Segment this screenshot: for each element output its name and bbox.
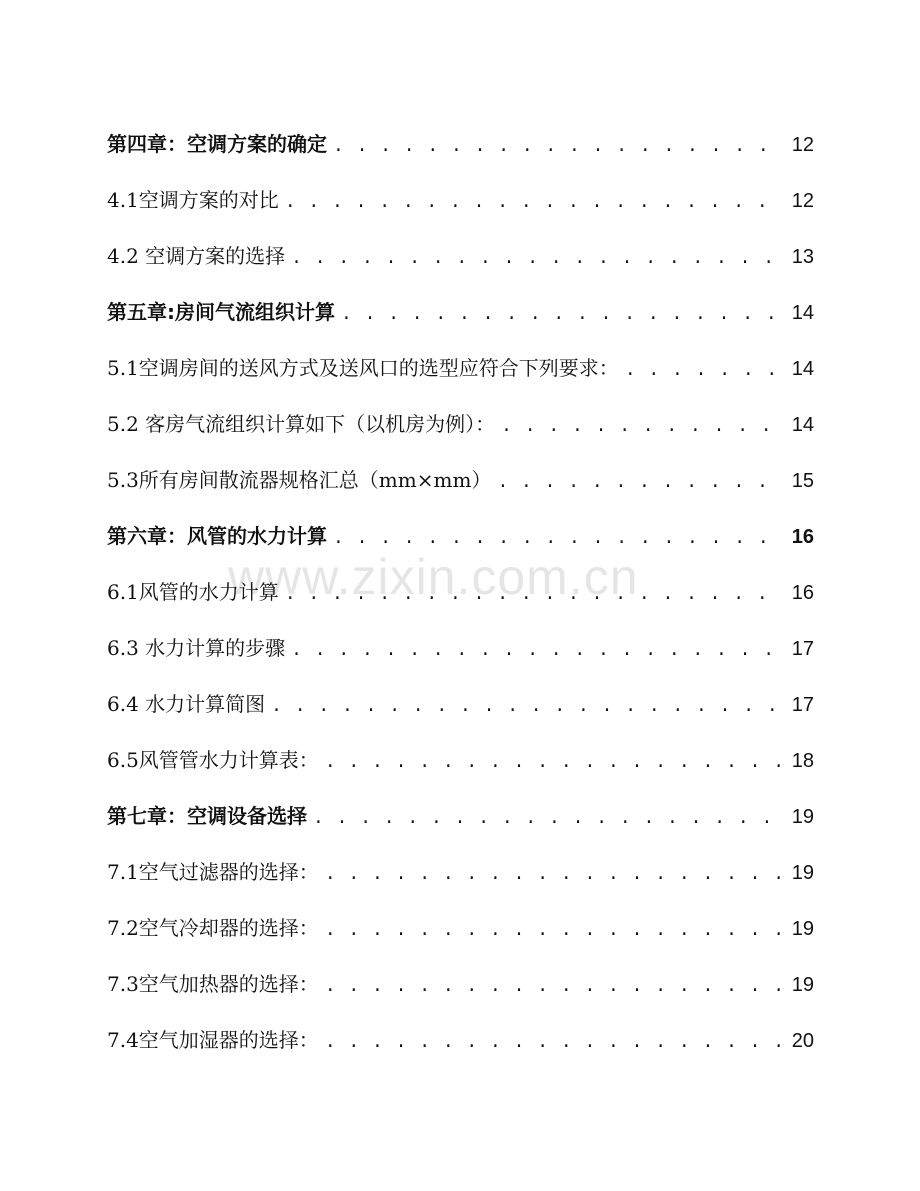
toc-dot-leader [285, 175, 784, 231]
toc-entry-5-1 [107, 340, 814, 396]
watermark: www.zixin.com.cn [228, 549, 639, 605]
toc-entry-7-2 [107, 900, 814, 956]
toc-entry-page: 14 [791, 302, 814, 324]
toc-entry-chapter-7 [107, 788, 814, 844]
toc-dot-leader [325, 903, 784, 959]
toc-entry-title: 7.4空气加湿器的选择： [107, 1028, 319, 1052]
toc-dot-leader [333, 511, 784, 567]
toc-entry-5-2 [107, 396, 814, 452]
toc-dot-leader [325, 959, 784, 1015]
table-of-contents [107, 116, 814, 1068]
toc-dot-leader [325, 735, 784, 791]
toc-entry-page: 14 [791, 358, 814, 380]
toc-dot-leader [313, 791, 784, 847]
toc-entry-title: 6.3 水力计算的步骤 [107, 636, 286, 660]
toc-entry-title: 7.1空气过滤器的选择： [107, 860, 319, 884]
toc-entry-7-1 [107, 844, 814, 900]
toc-entry-page: 17 [791, 638, 814, 660]
toc-dot-leader [291, 231, 784, 287]
toc-entry-title: 6.1风管的水力计算 [107, 580, 279, 604]
toc-entry-chapter-4 [107, 116, 814, 172]
toc-entry-title: 5.1空调房间的送风方式及送风口的选型应符合下列要求： [107, 356, 619, 380]
toc-entry-page: 12 [791, 190, 814, 212]
toc-dot-leader [271, 679, 784, 735]
toc-entry-page: 20 [791, 1030, 814, 1052]
toc-entry-title: 4.1空调方案的对比 [107, 188, 279, 212]
toc-dot-leader [291, 623, 784, 679]
toc-entry-4-1 [107, 172, 814, 228]
toc-entry-page: 14 [791, 414, 814, 436]
toc-dot-leader [325, 1015, 784, 1071]
toc-entry-page: 16 [791, 582, 814, 604]
toc-entry-title: 5.3所有房间散流器规格汇总（mm×mm） [107, 468, 492, 492]
toc-dot-leader [325, 847, 784, 903]
toc-entry-title: 第四章：空调方案的确定 [107, 132, 327, 156]
toc-entry-6-3 [107, 620, 814, 676]
toc-entry-page: 15 [791, 470, 814, 492]
toc-entry-title: 5.2 客房气流组织计算如下（以机房为例）： [107, 412, 496, 436]
toc-entry-page: 19 [791, 862, 814, 884]
toc-dot-leader [285, 567, 784, 623]
toc-entry-6-1 [107, 564, 814, 620]
toc-entry-title: 6.4 水力计算简图 [107, 692, 266, 716]
toc-entry-page: 19 [791, 806, 814, 828]
toc-entry-chapter-6 [107, 508, 814, 564]
toc-dot-leader [625, 343, 784, 399]
toc-entry-title: 第六章：风管的水力计算 [107, 524, 327, 548]
toc-entry-title: 7.2空气冷却器的选择： [107, 916, 319, 940]
toc-entry-page: 19 [791, 974, 814, 996]
toc-entry-6-5 [107, 732, 814, 788]
toc-entry-chapter-5 [107, 284, 814, 340]
toc-entry-title: 第七章：空调设备选择 [107, 804, 307, 828]
toc-entry-7-3 [107, 956, 814, 1012]
toc-entry-title: 第五章:房间气流组织计算 [107, 300, 335, 324]
toc-dot-leader [333, 119, 784, 175]
toc-entry-page: 18 [791, 750, 814, 772]
toc-dot-leader [497, 455, 784, 511]
toc-entry-6-4 [107, 676, 814, 732]
toc-entry-page: 19 [791, 918, 814, 940]
toc-entry-page: 16 [791, 526, 814, 548]
toc-entry-title: 6.5风管管水力计算表： [107, 748, 319, 772]
toc-entry-title: 7.3空气加热器的选择： [107, 972, 319, 996]
toc-dot-leader [341, 287, 784, 343]
toc-entry-page: 13 [791, 246, 814, 268]
toc-entry-5-3 [107, 452, 814, 508]
toc-dot-leader [501, 399, 784, 455]
toc-entry-page: 12 [791, 134, 814, 156]
toc-entry-7-4 [107, 1012, 814, 1068]
toc-entry-page: 17 [791, 694, 814, 716]
toc-entry-4-2 [107, 228, 814, 284]
toc-entry-title: 4.2 空调方案的选择 [107, 244, 286, 268]
